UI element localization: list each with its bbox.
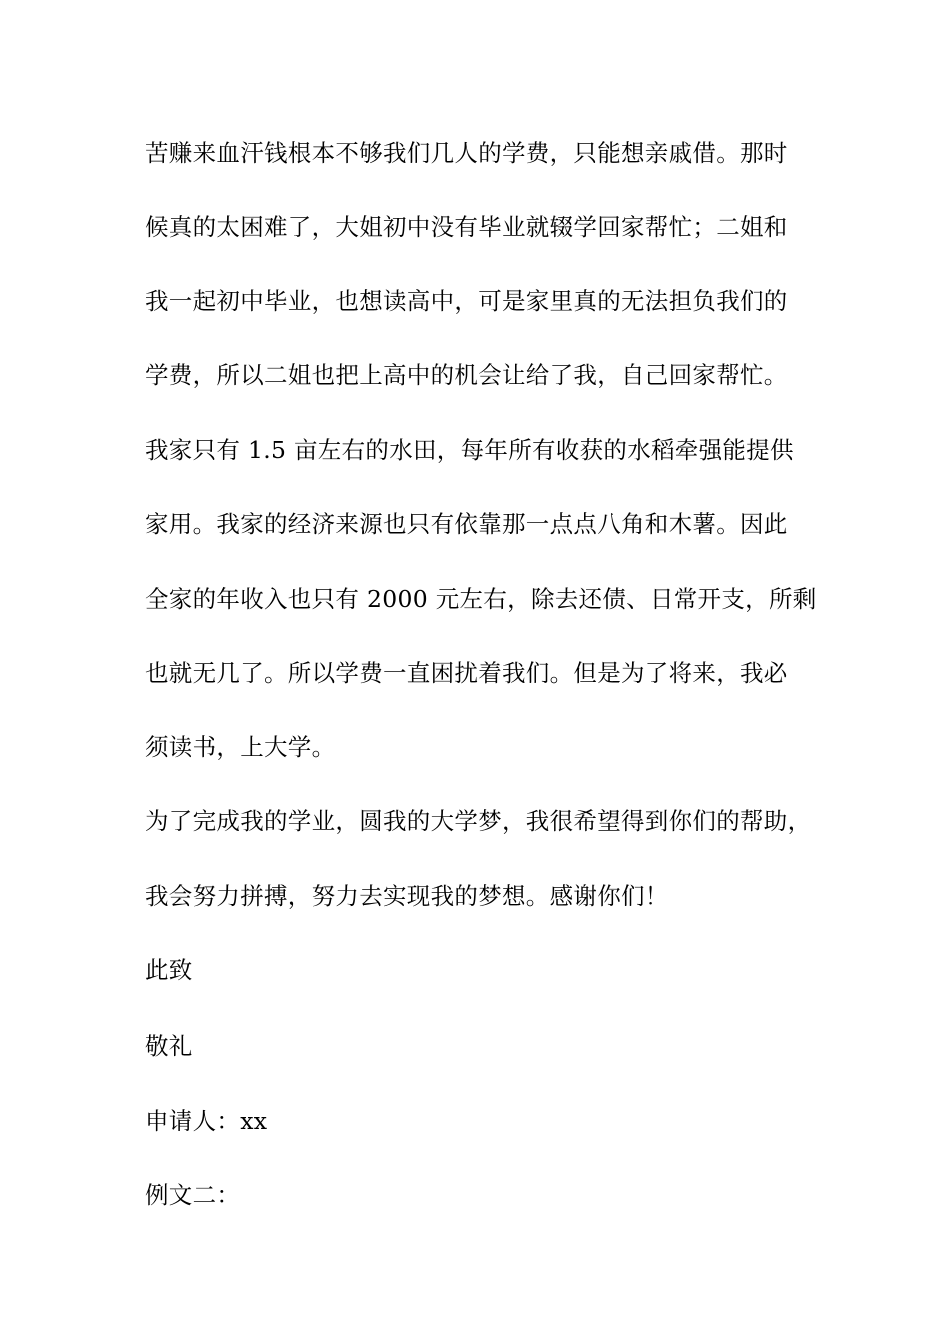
applicant-signature: 申请人：xx [145, 1107, 268, 1135]
paragraph-line: 我一起初中毕业，也想读高中，可是家里真的无法担负我们的 [145, 287, 788, 315]
paragraph-line: 为了完成我的学业，圆我的大学梦，我很希望得到你们的帮助， [145, 807, 812, 835]
paragraph-line: 苦赚来血汗钱根本不够我们几人的学费，只能想亲戚借。那时 [145, 139, 788, 167]
paragraph-line: 我家只有 1.5 亩左右的水田，每年所有收获的水稻牵强能提供 [145, 436, 794, 464]
paragraph-line: 也就无几了。所以学费一直困扰着我们。但是为了将来，我必 [145, 659, 788, 687]
section-heading: 例文二： [145, 1181, 241, 1209]
paragraph-line: 全家的年收入也只有 2000 元左右，除去还债、日常开支，所剩 [145, 585, 817, 613]
paragraph-line: 学费，所以二姐也把上高中的机会让给了我，自己回家帮忙。 [145, 361, 788, 389]
closing-regards: 敬礼 [145, 1032, 193, 1060]
paragraph-line: 须读书，上大学。 [145, 733, 336, 761]
paragraph-line: 候真的太困难了，大姐初中没有毕业就辍学回家帮忙；二姐和 [145, 213, 788, 241]
paragraph-line: 家用。我家的经济来源也只有依靠那一点点八角和木薯。因此 [145, 510, 788, 538]
paragraph-line: 我会努力拼搏，努力去实现我的梦想。感谢你们！ [145, 882, 669, 910]
closing-salutation: 此致 [145, 956, 193, 984]
